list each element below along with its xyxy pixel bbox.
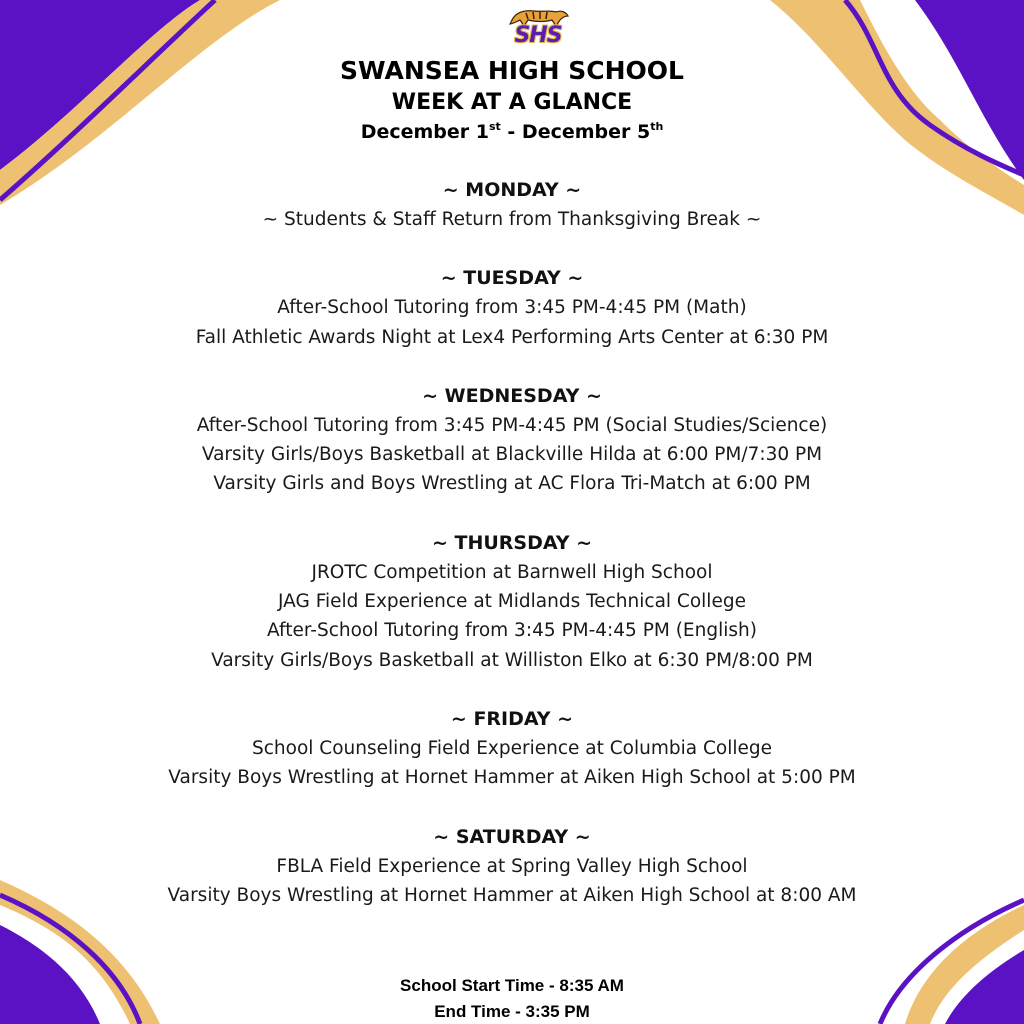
day-title: ~ WEDNESDAY ~ xyxy=(422,384,602,407)
event-item: Varsity Girls/Boys Basketball at Blackville Hilda at 6:00 PM/7:30 PM xyxy=(201,444,823,466)
date-end-suffix: th xyxy=(650,120,664,133)
school-end-time: End Time - 3:35 PM xyxy=(434,1002,590,1021)
day-title: ~ THURSDAY ~ xyxy=(431,531,593,554)
event-item: JAG Field Experience at Midlands Technical College xyxy=(278,591,746,613)
weekly-schedule xyxy=(0,176,1024,940)
event-item: Varsity Girls and Boys Wrestling at AC Flora Tri-Match at 6:00 PM xyxy=(213,473,811,495)
day-saturday xyxy=(0,823,1024,911)
date-end: December 5 xyxy=(521,121,651,143)
logo-text: SHS xyxy=(514,23,562,48)
event-item: After-School Tutoring from 3:45 PM-4:45 PM (English) xyxy=(267,620,757,642)
date-start: December 1 xyxy=(360,121,489,143)
day-title: ~ MONDAY ~ xyxy=(442,179,582,201)
event-item: Varsity Boys Wrestling at Hornet Hammer at Aiken High School at 5:00 PM xyxy=(168,767,856,789)
week-title: WEEK AT A GLANCE xyxy=(391,90,633,115)
event-item: After-School Tutoring from 3:45 PM-4:45 PM (Social Studies/Science) xyxy=(196,414,828,436)
date-start-suffix: st xyxy=(488,120,501,133)
date-separator: - xyxy=(500,121,522,143)
day-title: ~ SATURDAY ~ xyxy=(433,825,591,848)
event-item: Fall Athletic Awards Night at Lex4 Performing Arts Center at 6:30 PM xyxy=(195,326,829,348)
day-friday xyxy=(0,705,1024,793)
day-title: ~ TUESDAY ~ xyxy=(440,267,584,290)
day-tuesday xyxy=(0,264,1024,352)
event-item: JROTC Competition at Barnwell High School xyxy=(311,561,713,583)
date-range xyxy=(0,120,1024,144)
school-start-time: School Start Time - 8:35 AM xyxy=(400,976,624,995)
school-logo xyxy=(506,2,570,50)
day-wednesday xyxy=(0,382,1024,499)
event-item: ~ Students & Staff Return from Thanksgiving Break ~ xyxy=(262,209,762,230)
day-thursday xyxy=(0,529,1024,675)
event-item: FBLA Field Experience at Spring Valley High School xyxy=(276,855,748,877)
school-name: SWANSEA HIGH SCHOOL xyxy=(340,56,684,85)
event-item: School Counseling Field Experience at Columbia College xyxy=(252,737,772,759)
event-item: Varsity Girls/Boys Basketball at Williston Elko at 6:30 PM/8:00 PM xyxy=(211,649,813,671)
event-item: After-School Tutoring from 3:45 PM-4:45 PM (Math) xyxy=(277,297,747,319)
day-title: ~ FRIDAY ~ xyxy=(450,707,574,730)
event-item: Varsity Boys Wrestling at Hornet Hammer at Aiken High School at 8:00 AM xyxy=(167,884,857,906)
day-monday xyxy=(0,176,1024,234)
